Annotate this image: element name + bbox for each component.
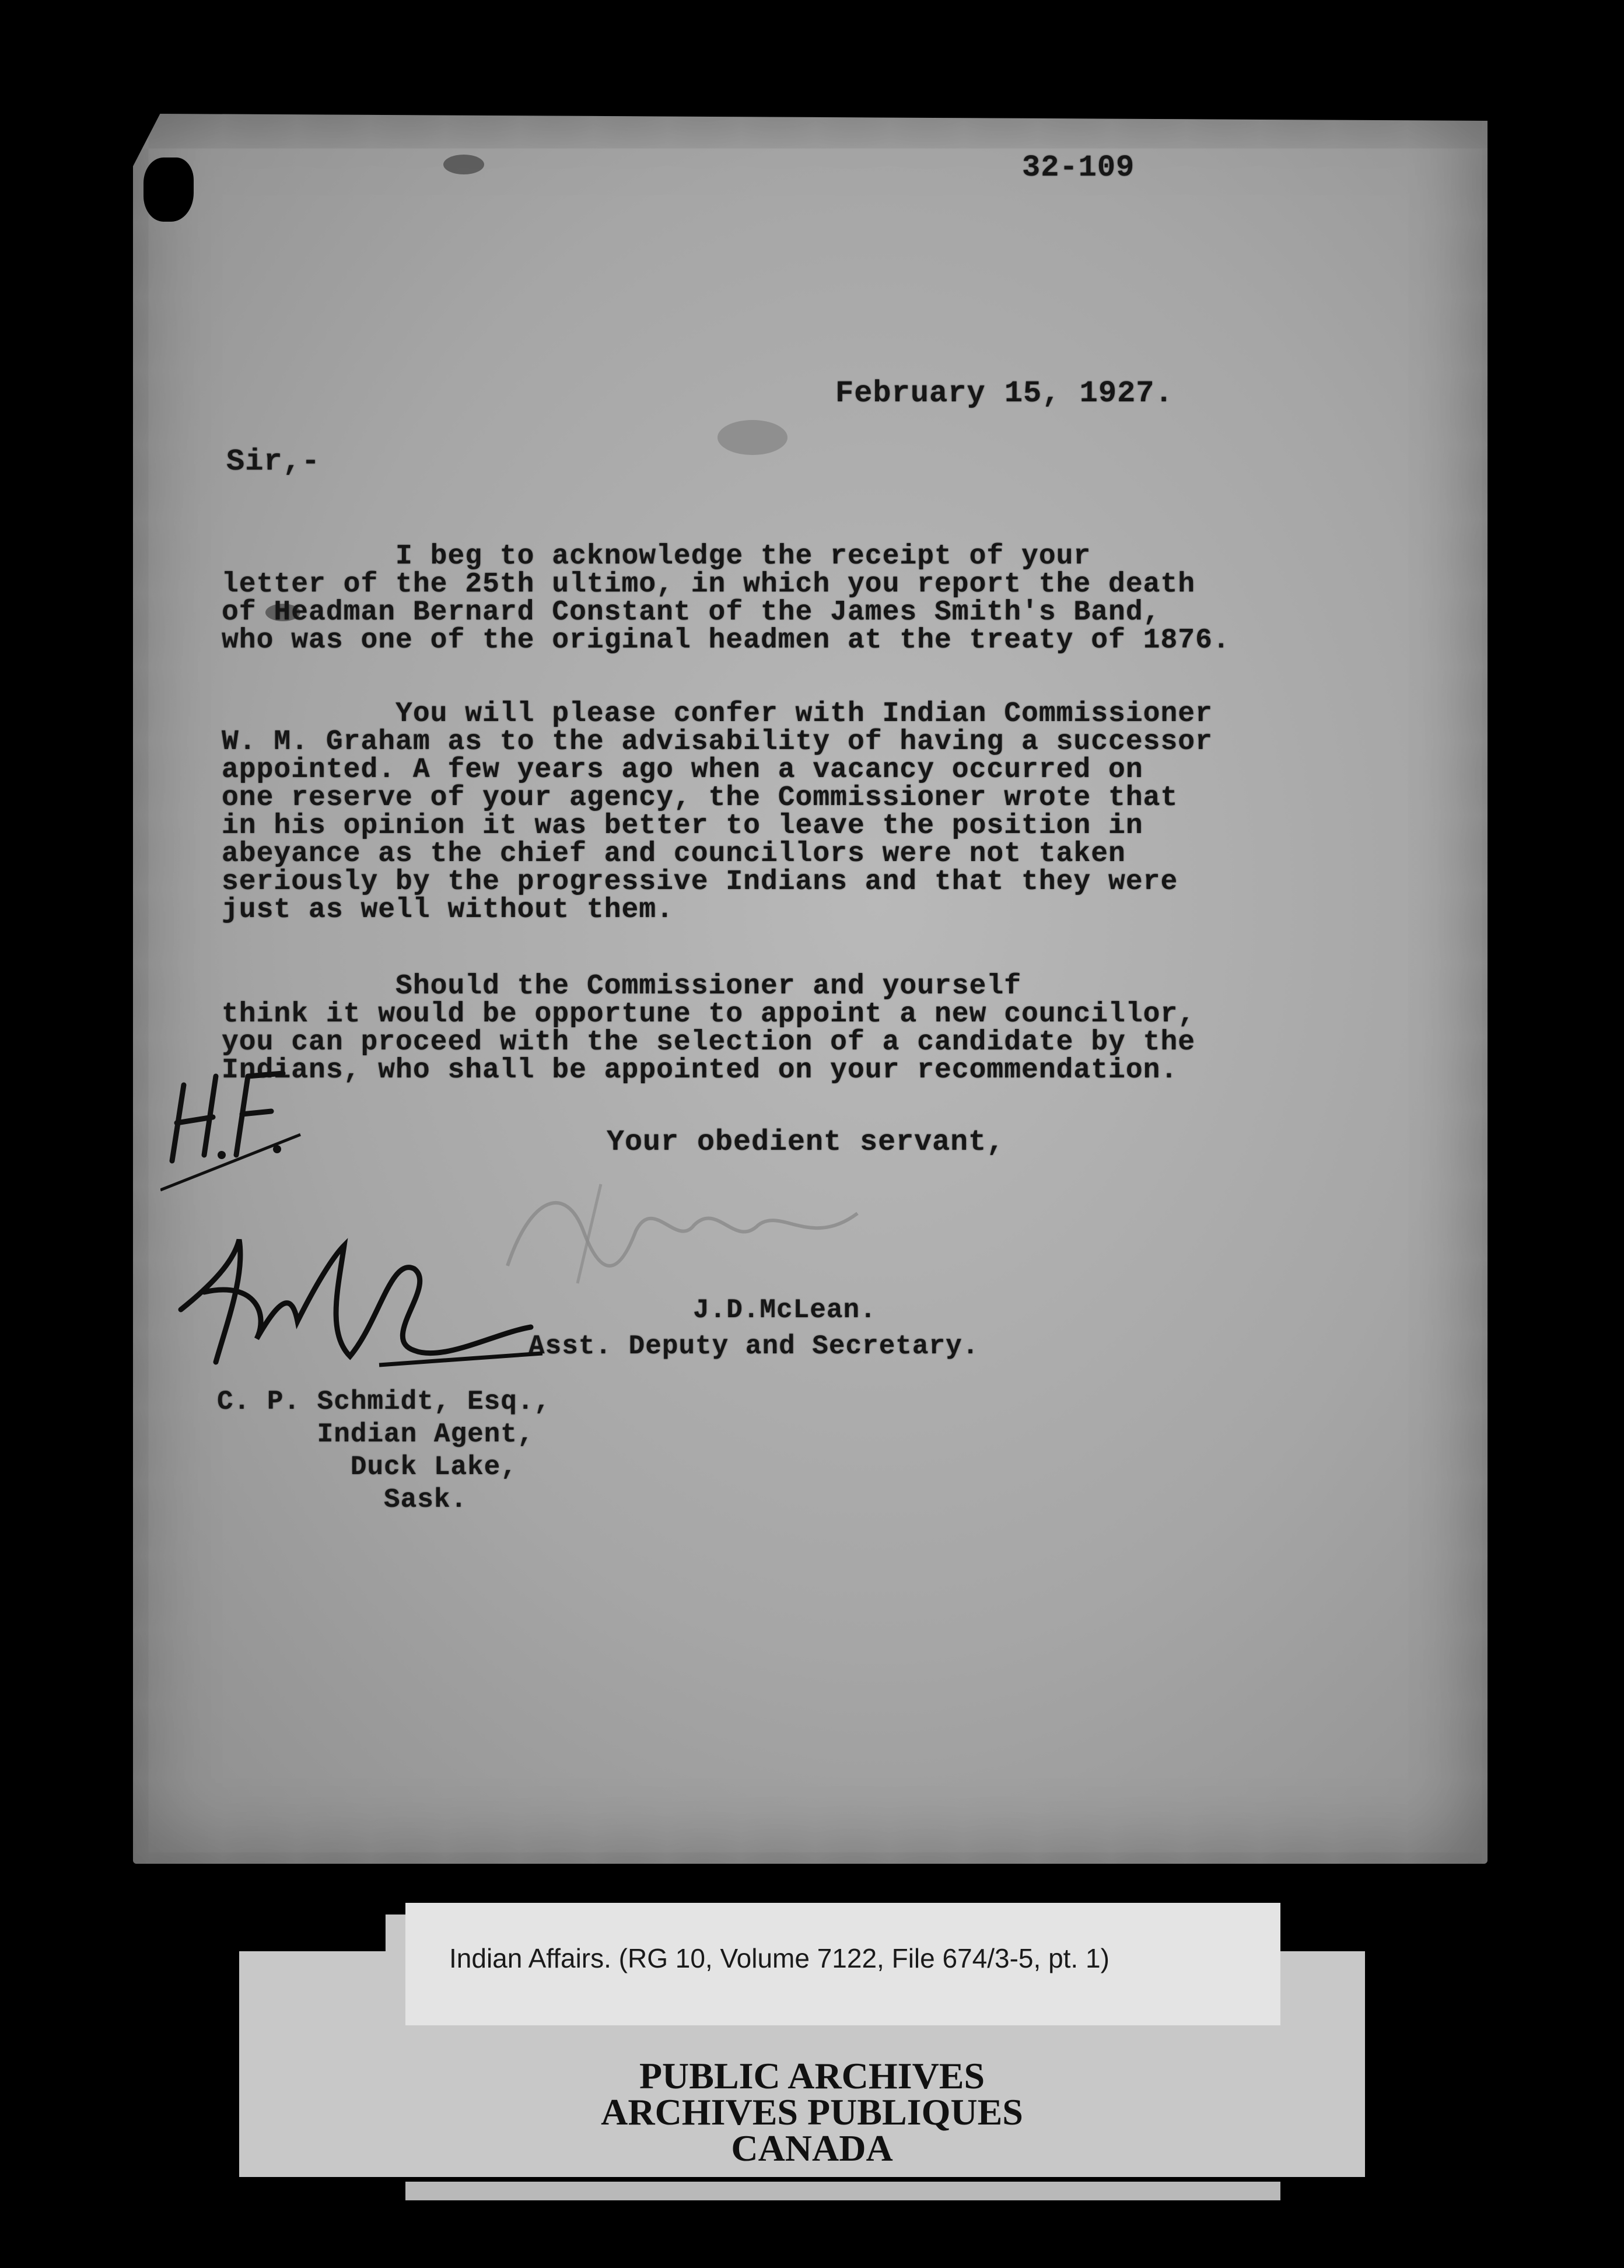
addressee-line: Sask. xyxy=(217,1485,468,1515)
label-bottom-edge xyxy=(405,2182,1280,2200)
text-line: just as well without them. xyxy=(222,894,674,926)
text-line: appointed. A few years ago when a vacancy occurred on xyxy=(222,754,1143,786)
file-number: 32-109 xyxy=(1022,150,1135,185)
text-line: I beg to acknowledge the receipt of your xyxy=(222,541,1091,572)
addressee-line: Indian Agent, xyxy=(217,1419,534,1450)
text-line: Indians, who shall be appointed on your recommendation. xyxy=(222,1055,1178,1086)
salutation: Sir,- xyxy=(226,444,321,479)
archive-stamp-line: ARCHIVES PUBLIQUES xyxy=(601,2091,1023,2133)
paragraph-appointment xyxy=(222,972,1470,1084)
signatory-title: Asst. Deputy and Secretary. xyxy=(528,1331,979,1362)
addressee-line: C. P. Schmidt, Esq., xyxy=(217,1387,551,1417)
archive-stamp-line: CANADA xyxy=(731,2127,893,2169)
text-line: letter of the 25th ultimo, in which you report the death xyxy=(222,569,1196,600)
archive-stamp-line: PUBLIC ARCHIVES xyxy=(639,2055,985,2096)
text-line: Should the Commissioner and yourself xyxy=(222,971,1022,1002)
signatory-name: J.D.McLean. xyxy=(693,1295,877,1325)
paragraph-commissioner xyxy=(222,700,1470,924)
text-line: you can proceed with the selection of a candidate by the xyxy=(222,1027,1196,1058)
text-line: W. M. Graham as to the advisability of having a successor xyxy=(222,726,1213,758)
paragraph-acknowledgement xyxy=(222,542,1470,654)
text-line: in his opinion it was better to leave the position in xyxy=(222,810,1143,842)
text-line: abeyance as the chief and councillors were not taken xyxy=(222,838,1126,870)
punch-hole xyxy=(144,158,194,222)
ink-smudge xyxy=(443,155,484,174)
text-line: one reserve of your agency, the Commissioner wrote that xyxy=(222,782,1178,814)
text-line: of Headman Bernard Constant of the James Smith's Band, xyxy=(222,597,1161,628)
archive-citation: Indian Affairs. (RG 10, Volume 7122, File 674/3-5, pt. 1) xyxy=(449,1943,1110,1973)
faint-signature xyxy=(484,1161,881,1301)
letter-date: February 15, 1927. xyxy=(835,376,1174,411)
handwritten-initials xyxy=(169,1222,542,1397)
text-line: You will please confer with Indian Commissioner xyxy=(222,698,1213,730)
addressee-line: Duck Lake, xyxy=(217,1452,517,1482)
closing: Your obedient servant, xyxy=(607,1126,1005,1159)
addressee-block xyxy=(217,1385,551,1516)
text-line: who was one of the original headmen at the treaty of 1876. xyxy=(222,625,1230,656)
text-line: think it would be opportune to appoint a new councillor, xyxy=(222,999,1196,1030)
text-line: seriously by the progressive Indians and that they were xyxy=(222,866,1178,898)
margin-note-initials xyxy=(160,1062,312,1196)
ink-smudge xyxy=(718,420,788,455)
